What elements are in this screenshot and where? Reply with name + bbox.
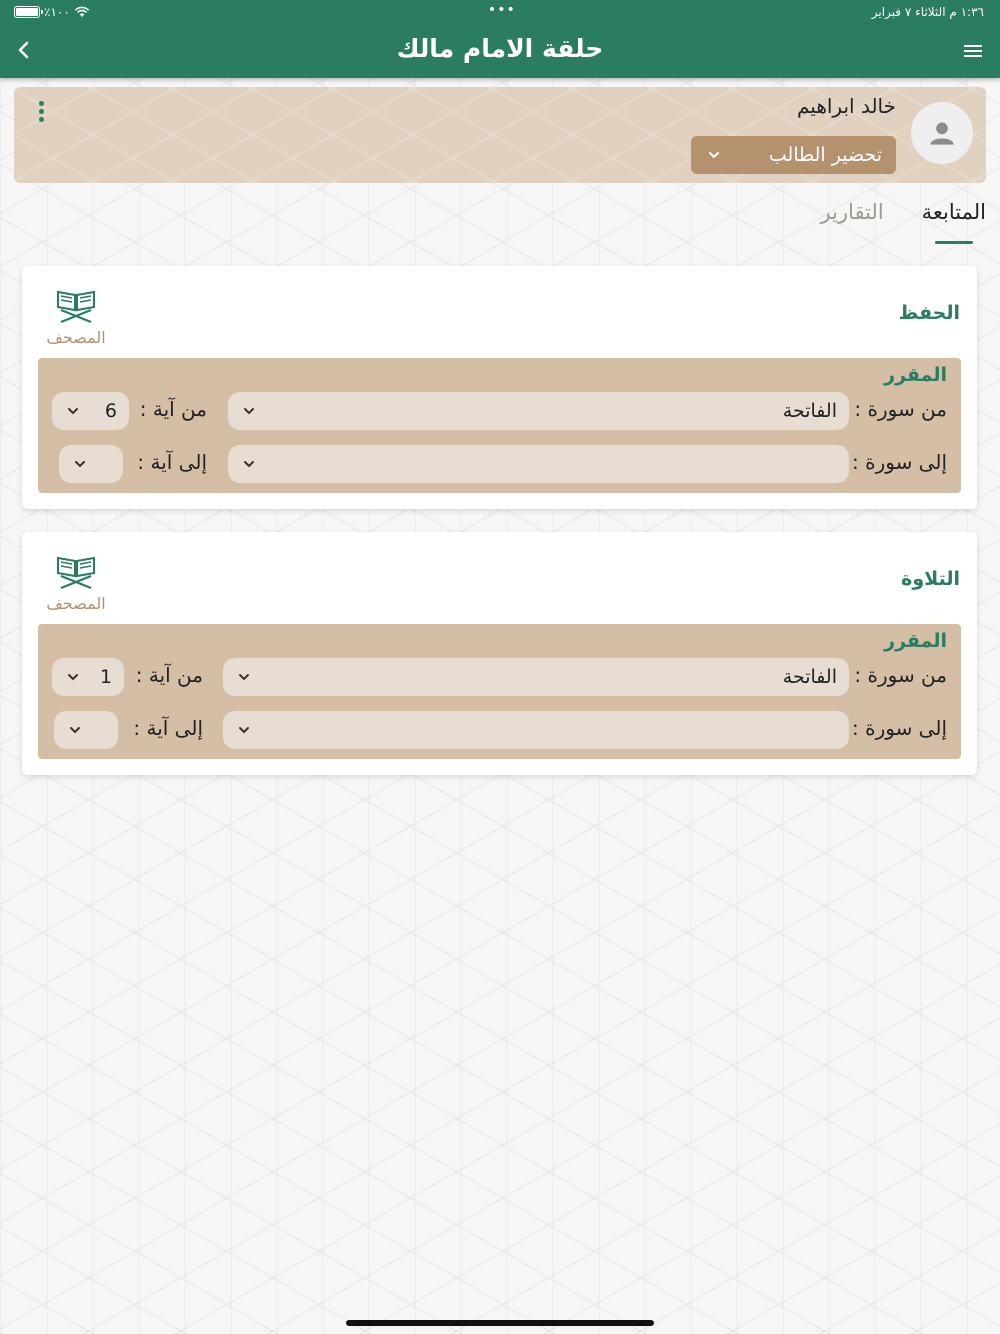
from-ayah-value: 1 <box>99 666 112 688</box>
kebab-icon[interactable] <box>36 101 46 123</box>
battery-indicator <box>14 5 90 19</box>
student-prep-label: تحضير الطالب <box>768 144 882 166</box>
from-surah-label: من سورة : <box>854 397 947 421</box>
chevron-down-icon <box>237 670 251 684</box>
to-surah-label: إلى سورة : <box>852 450 947 474</box>
chevron-down-icon <box>707 148 721 162</box>
plan-title: المقرر <box>884 630 947 652</box>
recitation-card <box>22 532 977 775</box>
mushaf-button[interactable] <box>38 286 114 347</box>
multitask-dots[interactable]: ••• <box>488 2 516 18</box>
mushaf-label: المصحف <box>46 328 106 347</box>
from-ayah-select[interactable] <box>52 392 129 430</box>
menu-icon[interactable] <box>962 40 984 62</box>
from-ayah-label: من آية : <box>139 397 207 421</box>
chevron-down-icon <box>242 457 256 471</box>
app-bar <box>0 24 1000 78</box>
person-icon <box>928 119 956 147</box>
from-surah-select[interactable] <box>228 392 849 430</box>
to-surah-label: إلى سورة : <box>852 716 947 740</box>
wifi-icon <box>74 6 90 18</box>
chevron-down-icon <box>66 670 80 684</box>
from-surah-value: الفاتحة <box>782 666 837 688</box>
plan-box <box>38 358 961 493</box>
plan-box <box>38 624 961 759</box>
chevron-down-icon <box>237 723 251 737</box>
avatar[interactable] <box>911 102 973 164</box>
chevron-down-icon <box>242 404 256 418</box>
from-ayah-select[interactable] <box>52 658 124 696</box>
from-surah-value: الفاتحة <box>782 400 837 422</box>
mushaf-label: المصحف <box>46 594 106 613</box>
tab-bar <box>820 200 986 244</box>
mushaf-button[interactable] <box>38 552 114 613</box>
to-ayah-label: إلى آية : <box>137 450 207 474</box>
from-surah-label: من سورة : <box>854 663 947 687</box>
to-ayah-select[interactable] <box>54 711 118 749</box>
status-clock: ١:٣٦ م الثلاثاء ٧ فبراير <box>871 5 984 19</box>
from-ayah-label: من آية : <box>135 663 203 687</box>
from-ayah-value: 6 <box>104 400 117 422</box>
quran-icon <box>53 286 99 326</box>
to-surah-select[interactable] <box>228 445 849 483</box>
from-surah-select[interactable] <box>223 658 849 696</box>
status-bar <box>0 0 1000 24</box>
student-prep-dropdown[interactable] <box>691 136 896 174</box>
chevron-down-icon <box>68 723 82 737</box>
chevron-down-icon <box>73 457 87 471</box>
student-card <box>14 87 986 183</box>
page-title: حلقة الامام مالك <box>396 34 604 63</box>
to-surah-select[interactable] <box>223 711 849 749</box>
section-title: التلاوة <box>901 568 960 590</box>
battery-percent: ٪١٠٠ <box>44 5 70 19</box>
chevron-down-icon <box>66 404 80 418</box>
memorization-card <box>22 266 977 509</box>
home-indicator[interactable] <box>346 1320 654 1326</box>
to-ayah-select[interactable] <box>59 445 123 483</box>
tab-reports[interactable]: التقارير <box>820 200 884 224</box>
student-name: خالد ابراهيم <box>796 94 896 118</box>
tab-follow-up[interactable]: المتابعة <box>922 200 986 244</box>
plan-title: المقرر <box>884 364 947 386</box>
to-ayah-label: إلى آية : <box>133 716 203 740</box>
quran-icon <box>53 552 99 592</box>
battery-icon <box>14 6 40 18</box>
section-title: الحفظ <box>898 302 960 324</box>
